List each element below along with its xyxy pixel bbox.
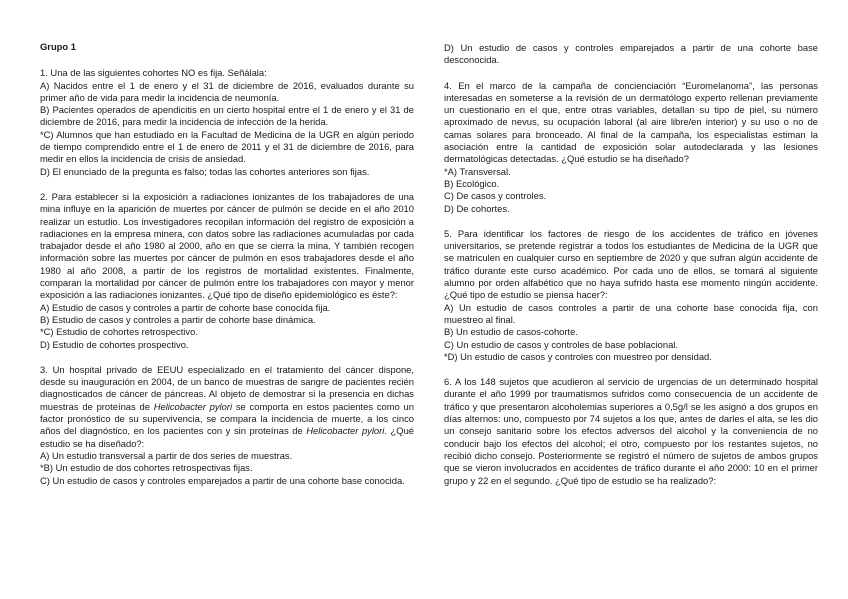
question-1	[40, 67, 414, 178]
question-3-option-a: A) Un estudio transversal a partir de dos series de muestras.	[40, 449, 293, 461]
question-1-option-c: *C) Alumnos que han estudiado en la Facultad de Medicina de la UGR en algún periodo de tiempo comprendido entre el 1 de enero de 2011 y el 31 de diciembre de 2016, para medir en ellos la incidencia de crisis de ansiedad.	[40, 128, 414, 165]
question-4-option-a: *A) Transversal.	[444, 165, 511, 177]
question-3-stem-part-3: . ¿Qué estudio se ha diseñado?:	[40, 425, 415, 449]
question-4-option-c: C) De casos y controles.	[444, 190, 547, 202]
question-4-option-d: D) De cohortes.	[444, 202, 510, 214]
group-heading: Grupo 1	[40, 41, 76, 52]
question-3-stem	[40, 364, 414, 450]
question-2-option-a: A) Estudio de casos y controles a partir de cohorte base conocida fija.	[40, 301, 331, 313]
question-2-option-c: *C) Estudio de cohortes retrospectivo.	[40, 326, 198, 338]
question-1-option-d: D) El enunciado de la pregunta es falso; todas las cohortes anteriores son fijas.	[40, 165, 370, 177]
question-3-organism-name: Helicobacter pylori	[153, 400, 233, 412]
left-column	[40, 41, 414, 500]
question-2	[40, 191, 414, 351]
question-3-stem-part-2: se comporta en estos pacientes como un factor pronóstico de su supervivencia, se compara la incidencia de muerte, a los cinco años del diagnóstico, en los pacientes con y sin proteínas de	[40, 400, 414, 437]
question-5	[444, 228, 818, 363]
question-2-option-b: B) Estudio de casos y controles a partir de cohorte base dinámica.	[40, 313, 316, 325]
question-5-option-c: C) Un estudio de casos y controles de base poblacional.	[444, 338, 678, 350]
question-4	[444, 80, 818, 215]
question-4-stem: 4. En el marco de la campaña de concienciación “Euromelanoma”, las personas interesadas en someterse a la revisión de un dermatólogo experto rellenan previamente un cuestionario en el que, entre otras variables, detallan su tipo de piel, su número aproximado de nevus, su ocupación laboral (al aire libre/en interior) y su uso o no de camas solares para bronceado. Al final de la campaña, los especialistas estiman la asociación entre la cantidad de exposición solar autodeclarada y las lesiones dermatológicas detectadas. ¿Qué estudio se ha diseñado?	[444, 79, 818, 165]
question-6	[444, 376, 818, 487]
question-3-stem-part-1: 3. Un hospital privado de EEUU especializado en el tratamiento del cáncer dispone, desde su inauguración en 2004, de un banco de muestras de sangre de pacientes recién diagnosticados de cáncer de páncreas. Al objeto de demostrar si la presencia en dichas muestras de proteínas de	[40, 363, 414, 412]
question-1-option-b: B) Pacientes operados de apendicitis en un cierto hospital entre el 1 de enero y el 31 de diciembre de 2016, para medir la incidencia de infección de la herida.	[40, 104, 414, 128]
question-1-stem: 1. Una de las siguientes cohortes NO es fija. Señálala:	[40, 67, 267, 79]
question-3-continued	[444, 42, 818, 67]
question-5-option-a: A) Un estudio de casos controles a partir de una cohorte base conocida fija, con muestreo al final.	[444, 301, 818, 325]
question-5-stem: 5. Para identificar los factores de riesgo de los accidentes de tráfico en jóvenes universitarios, se pretende registrar a todos los estudiantes de Medicina de la UGR que se matriculen en cualquier curso en septiembre de 2020 y que sufran algún accidente de tráfico durante este curso académico. Por cada uno de ellos, se tomará al siguiente alumno por orden alfabético que no haya sufrido hasta ese momento ningún accidente. ¿Qué tipo de estudio se piensa hacer?:	[444, 227, 818, 301]
question-2-option-d: D) Estudio de cohortes prospectivo.	[40, 338, 189, 350]
question-5-option-d: *D) Un estudio de casos y controles con muestreo por densidad.	[444, 350, 712, 362]
question-3-organism-name-2: Helicobacter pylori	[306, 425, 385, 437]
question-2-stem: 2. Para establecer si la exposición a radiaciones ionizantes de los trabajadores de una mina influye en la aparición de muertes por cáncer de pulmón se decide en el año 2010 realizar un estudio. Los investigadores recopilan información del registro de exposición a radiaciones en la empresa minera, con datos sobre las radiaciones acumuladas por cada trabajador desde el año 1980 al 2000, año en que se cierra la mina. Y también recogen información sobre las muertes por cáncer de pulmón en esos trabajadores desde el año 1980 al año 2008, a partir de los registros de mortalidad existentes. Finalmente, comparan la mortalidad por cáncer de pulmón entre los trabajadores con mayor y menor exposición a las radiaciones ionizantes. ¿Qué tipo de diseño epidemiológico es éste?:	[40, 190, 414, 301]
question-3-option-c: C) Un estudio de casos y controles emparejados a partir de una cohorte base conocida.	[40, 474, 405, 486]
question-1-option-a: A) Nacidos entre el 1 de enero y el 31 de diciembre de 2016, evaluados durante su primer año de vida para medir la incidencia de neumonía.	[40, 79, 414, 103]
question-3	[40, 364, 414, 487]
question-3-option-d: D) Un estudio de casos y controles emparejados a partir de una cohorte base desconocida.	[444, 42, 818, 66]
question-4-option-b: B) Ecológico.	[444, 177, 500, 189]
question-5-option-b: B) Un estudio de casos-cohorte.	[444, 326, 578, 338]
question-6-stem: 6. A los 148 sujetos que acudieron al servicio de urgencias de un determinado hospital durante el año 1999 por traumatismos sufridos como consecuencia de un accidente de tráfico y que presentaron alcoholemias superiores a 0,5g/l se les asignó a dos grupos en días alternos: uno, compuesto por 74 sujetos a los que, antes de darles el alta, se les dio un consejo sanitario sobre los efectos adversos del alcohol y la conveniencia de no conducir bajo los efectos del alcohol; el otro, compuesto por los restantes sujetos, no recibió dicho consejo. Posteriormente se registró el número de sujetos de ambos grupos que se vieron involucrados en accidentes de tráfico durante el año 2000: 10 en el primer grupo y 22 en el segundo. ¿Qué tipo de estudio se ha realizado?:	[444, 376, 818, 486]
right-column	[444, 42, 818, 500]
question-3-option-b: *B) Un estudio de dos cohortes retrospectivas fijas.	[40, 462, 253, 474]
